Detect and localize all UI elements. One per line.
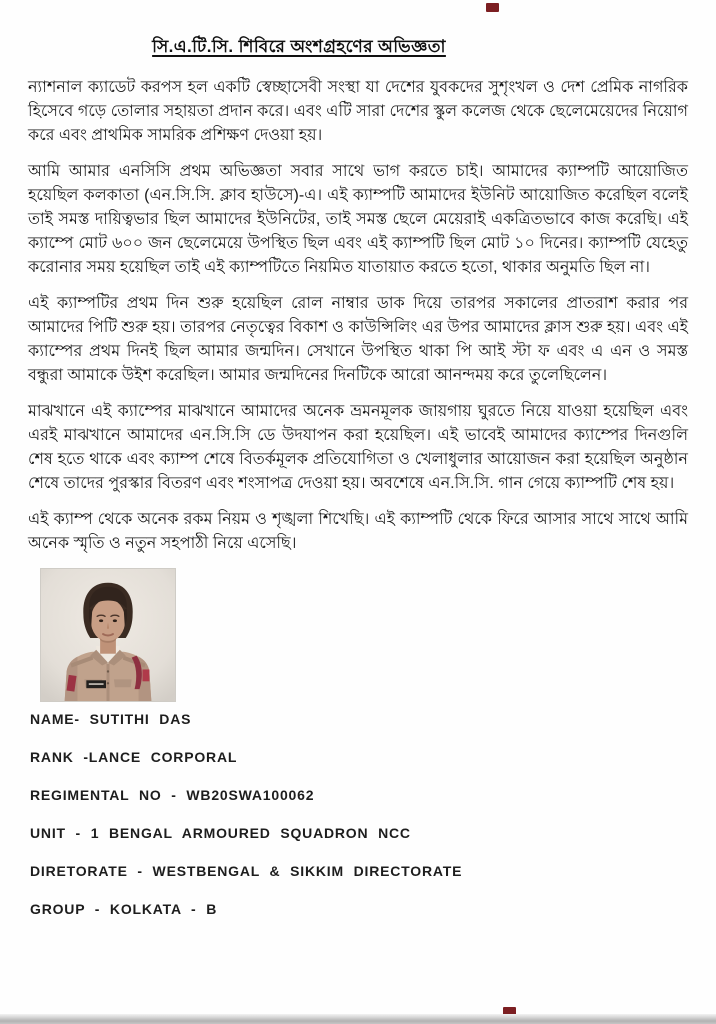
paragraph-activities: মাঝখানে এই ক্যাম্পের মাঝখানে আমাদের অনেক ভ্রমনমূলক জায়গায় ঘুরতে নিয়ে যাওয়া হয়েছিল এবং এরই মাঝখানে আমাদের এন.সি.সি ডে উদযাপন করা হয়েছিল। এই ভাবেই আমাদের ক্যাম্পের দিনগুলি শেষ হতে থাকে এবং ক্যাম্প শেষে বিতর্কমূলক প্রতিযোগিতা ও খেলাধুলার আয়োজন করা হয়েছিল অনুষ্ঠান শেষে তাদের পুরস্কার বিতরণ এবং শংসাপত্র দেওয়া হয়। অবশেষে এন.সি.সি. গান গেয়ে ক্যাম্পটি শেষ হয়। <box>28 403 688 492</box>
paragraph-conclusion: এই ক্যাম্প থেকে অনেক রকম নিয়ম ও শৃঙ্খলা শিখেছি। এই ক্যাম্পটি থেকে ফিরে আসার সাথে সাথে আমি অনেক স্মৃতি ও নতুন সহপাঠী নিয়ে এসেছি। <box>28 511 688 552</box>
scan-artifact-top <box>486 3 499 12</box>
paragraph-camp-details: আমি আমার এনসিসি প্রথম অভিজ্ঞতা সবার সাথে ভাগ করতে চাই। আমাদের ক্যাম্পটি আয়োজিত হয়েছিল কলকাতা (এন.সি.সি. ক্লাব হাউসে)-এ। এই ক্যাম্পটি আমাদের ইউনিট আয়োজিত করেছিল বলেই তাই সমস্ত দায়িত্বভার ছিল আমাদের ইউনিটের, তাই সমস্ত ছেলে মেয়েরাই একত্রিতভাবে কাজ করেছি। এই ক্যাম্পে মোট ৬০০ জন ছেলেমেয়ে উপস্থিত ছিল এবং এই ক্যাম্পটি ছিল মোট ১০ দিনের। ক্যাম্পটি যেহেতু করোনার সময় হয়েছিল তাই এই ক্যাম্পটিতে নিয়মিত যাতায়াত করতে হতো, থাকার অনুমতি ছিল না। <box>28 163 688 276</box>
detail-unit: UNIT - 1 BENGAL ARMOURED SQUADRON NCC <box>30 825 411 841</box>
paragraph-first-day: এই ক্যাম্পটির প্রথম দিন শুরু হয়েছিল রোল নাম্বার ডাক দিয়ে তারপর সকালের প্রাতরাশ করার পর আমাদের পিটি শুরু হয়। তারপর নেতৃত্বের বিকাশ ও কাউন্সিলিং এর উপর আমাদের ক্লাস শুরু হয়। এবং এই ক্যাম্পের প্রথম দিনই ছিল আমার জন্মদিন। সেখানে উপস্থিত থাকা পি আই স্টা ফ এবং এ এন ও সমস্ত বন্ধুরা আমাকে উইশ করেছিল। আমার জন্মদিনের দিনটিকে আরো আনন্দময় করে তুলেছিলেন। <box>28 295 688 384</box>
title-row <box>28 34 688 62</box>
paragraph-intro: ন্যাশনাল ক্যাডেট করপস হল একটি স্বেচ্ছাসেবী সংস্থা যা দেশের যুবকদের সুশৃংখল ও দেশ প্রেমিক নাগরিক হিসেবে গড়ে তোলার সহায়তা প্রদান করে। এবং এটি সারা দেশের স্কুল কলেজ থেকে ছেলেমেয়েদের নিয়োগ করে এবং প্রাথমিক সামরিক প্রশিক্ষণ দেওয়া হয়। <box>28 79 688 144</box>
page-bottom-edge <box>0 1014 716 1024</box>
detail-name: NAME- SUTITHI DAS <box>30 711 192 727</box>
detail-group: GROUP - KOLKATA - B <box>30 901 218 917</box>
detail-rank: RANK -LANCE CORPORAL <box>30 749 238 765</box>
detail-directorate: DIRETORATE - WESTBENGAL & SIKKIM DIRECTORATE <box>30 863 463 879</box>
cadet-portrait-photo <box>40 568 176 702</box>
page-title: সি.এ.টি.সি. শিবিরে অংশগ্রহণের অভিজ্ঞতা <box>152 37 446 56</box>
portrait-illustration <box>41 569 175 701</box>
detail-regimental-no: REGIMENTAL NO - WB20SWA100062 <box>30 787 315 803</box>
cadet-details-block <box>28 712 688 916</box>
